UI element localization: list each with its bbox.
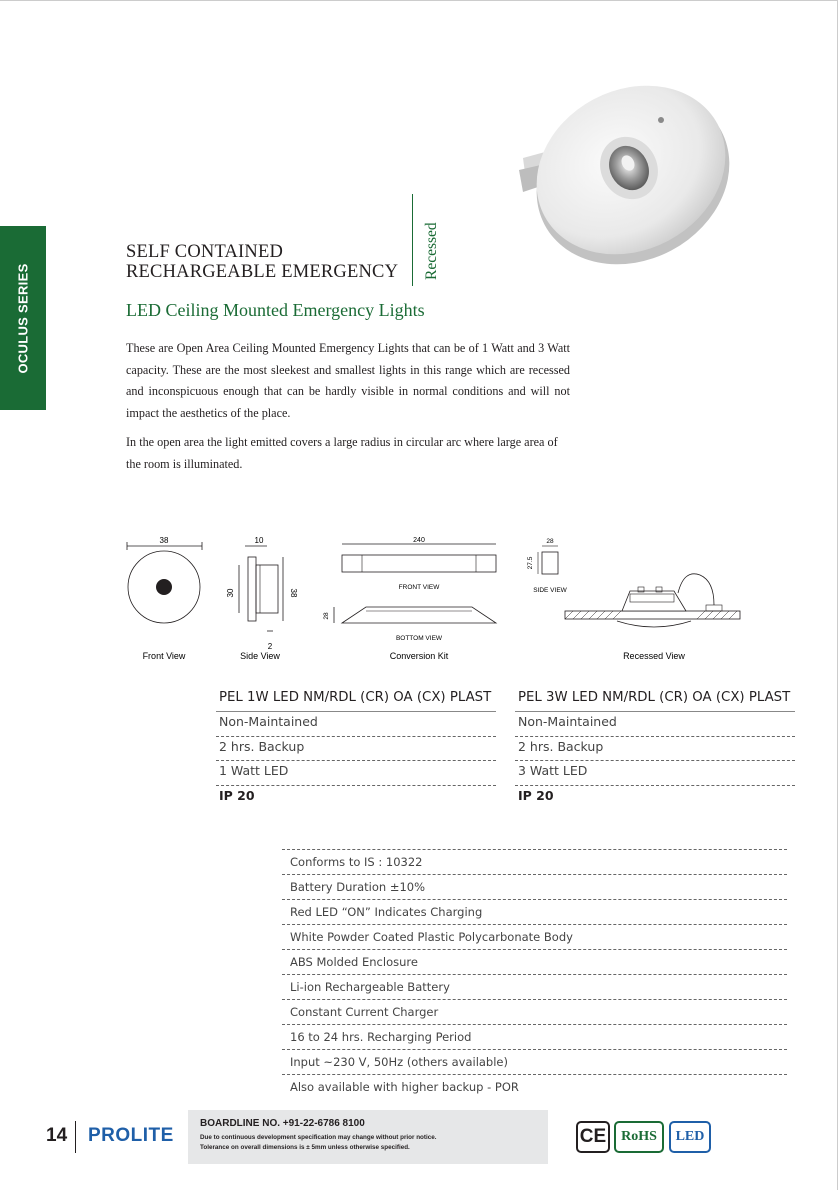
side-view-drawing (226, 536, 298, 661)
spec-column-1 (216, 711, 496, 809)
side-dim-outer: 38 (289, 588, 298, 598)
feature-item: Li-ion Rechargeable Battery (282, 974, 787, 999)
side-dim-bottom: 2 (267, 642, 273, 651)
feature-item: Red LED “ON” Indicates Charging (282, 899, 787, 924)
kit-label-bottom: BOTTOM VIEW (395, 635, 443, 642)
kit-dim-length: 240 (413, 537, 425, 544)
footer-divider (75, 1121, 76, 1153)
conversion-kit-drawing (323, 537, 496, 661)
recessed-view-drawing (565, 574, 740, 661)
spec-row: Non-Maintained (515, 711, 795, 736)
caption-front-view: Front View (142, 651, 186, 661)
page-number: 14 (46, 1125, 68, 1146)
spec-row: 3 Watt LED (515, 760, 795, 785)
front-dim: 38 (159, 536, 169, 545)
feature-item: White Powder Coated Plastic Polycarbonate Body (282, 924, 787, 949)
title-line-1: SELF CONTAINED (126, 242, 284, 262)
caption-conversion-kit: Conversion Kit (389, 651, 449, 661)
product-subtitle: LED Ceiling Mounted Emergency Lights (126, 300, 425, 320)
feature-item: Constant Current Charger (282, 999, 787, 1024)
brand-logo: PROLITE (88, 1125, 174, 1146)
small-side-view-label: SIDE VIEW (533, 587, 567, 594)
kit-dim-height: 28 (323, 612, 330, 620)
series-tab-label: OCULUS SERIES (15, 262, 31, 374)
side-dim-top: 10 (254, 536, 264, 545)
feature-item: ABS Molded Enclosure (282, 949, 787, 974)
title-line-2: RECHARGEABLE EMERGENCY (126, 262, 399, 282)
spec-row: 1 Watt LED (216, 760, 496, 785)
title-divider (412, 194, 413, 286)
description-paragraph-1: These are Open Area Ceiling Mounted Emergency Lights that can be of 1 Watt and 3 Watt capacity. These are the most sleekest and smallest lights in this range which are recessed and inconspicuous enough that can be hardly visible in normal conditions and will not impact the aesthetics of the place. (126, 341, 570, 420)
feature-item: Also available with higher backup - POR (282, 1074, 787, 1099)
spec-row: Non-Maintained (216, 711, 496, 736)
description-paragraph-2: In the open area the light emitted covers a large radius in circular arc where large area of the room is illuminated. (126, 435, 558, 471)
feature-item: Conforms to IS : 10322 (282, 849, 787, 874)
feature-item: Battery Duration ±10% (282, 874, 787, 899)
technical-drawings (110, 525, 750, 675)
boardline-number: BOARDLINE NO. +91-22-6786 8100 (200, 1118, 365, 1129)
spec-row-ip: IP 20 (216, 785, 496, 810)
caption-side-view: Side View (240, 651, 280, 661)
kit-label-front: FRONT VIEW (398, 584, 440, 591)
spec-row: 2 hrs. Backup (216, 736, 496, 761)
footer-note-1: Due to continuous development specification may change without prior notice. (200, 1134, 437, 1141)
small-side-view-drawing (527, 538, 568, 594)
footer-contact-box (188, 1110, 548, 1164)
feature-item: Input ~230 V, 50Hz (others available) (282, 1049, 787, 1074)
caption-recessed-view: Recessed View (623, 651, 685, 661)
product-photo (505, 60, 745, 270)
feature-item: 16 to 24 hrs. Recharging Period (282, 1024, 787, 1049)
series-tab (0, 226, 46, 410)
small-side-dim-height: 27.5 (527, 556, 534, 570)
spec-row: 2 hrs. Backup (515, 736, 795, 761)
recessed-label: Recessed (423, 222, 440, 280)
side-dim-inner: 30 (226, 588, 235, 598)
led-badge: LED (669, 1121, 711, 1153)
small-side-dim-width: 28 (546, 538, 554, 545)
features-list (282, 849, 787, 1099)
rohs-badge: RoHS (614, 1121, 664, 1153)
spec-column-2 (515, 711, 795, 809)
product-title (126, 242, 398, 282)
model-1-name: PEL 1W LED NM/RDL (CR) OA (CX) PLAST (219, 690, 492, 705)
spec-row-ip: IP 20 (515, 785, 795, 810)
footer-note-2: Tolerance on overall dimensions is ± 5mm unless otherwise specified. (200, 1144, 410, 1151)
ce-badge: CE (576, 1121, 610, 1153)
model-2-name: PEL 3W LED NM/RDL (CR) OA (CX) PLAST (518, 690, 791, 705)
front-view-drawing (127, 536, 202, 661)
